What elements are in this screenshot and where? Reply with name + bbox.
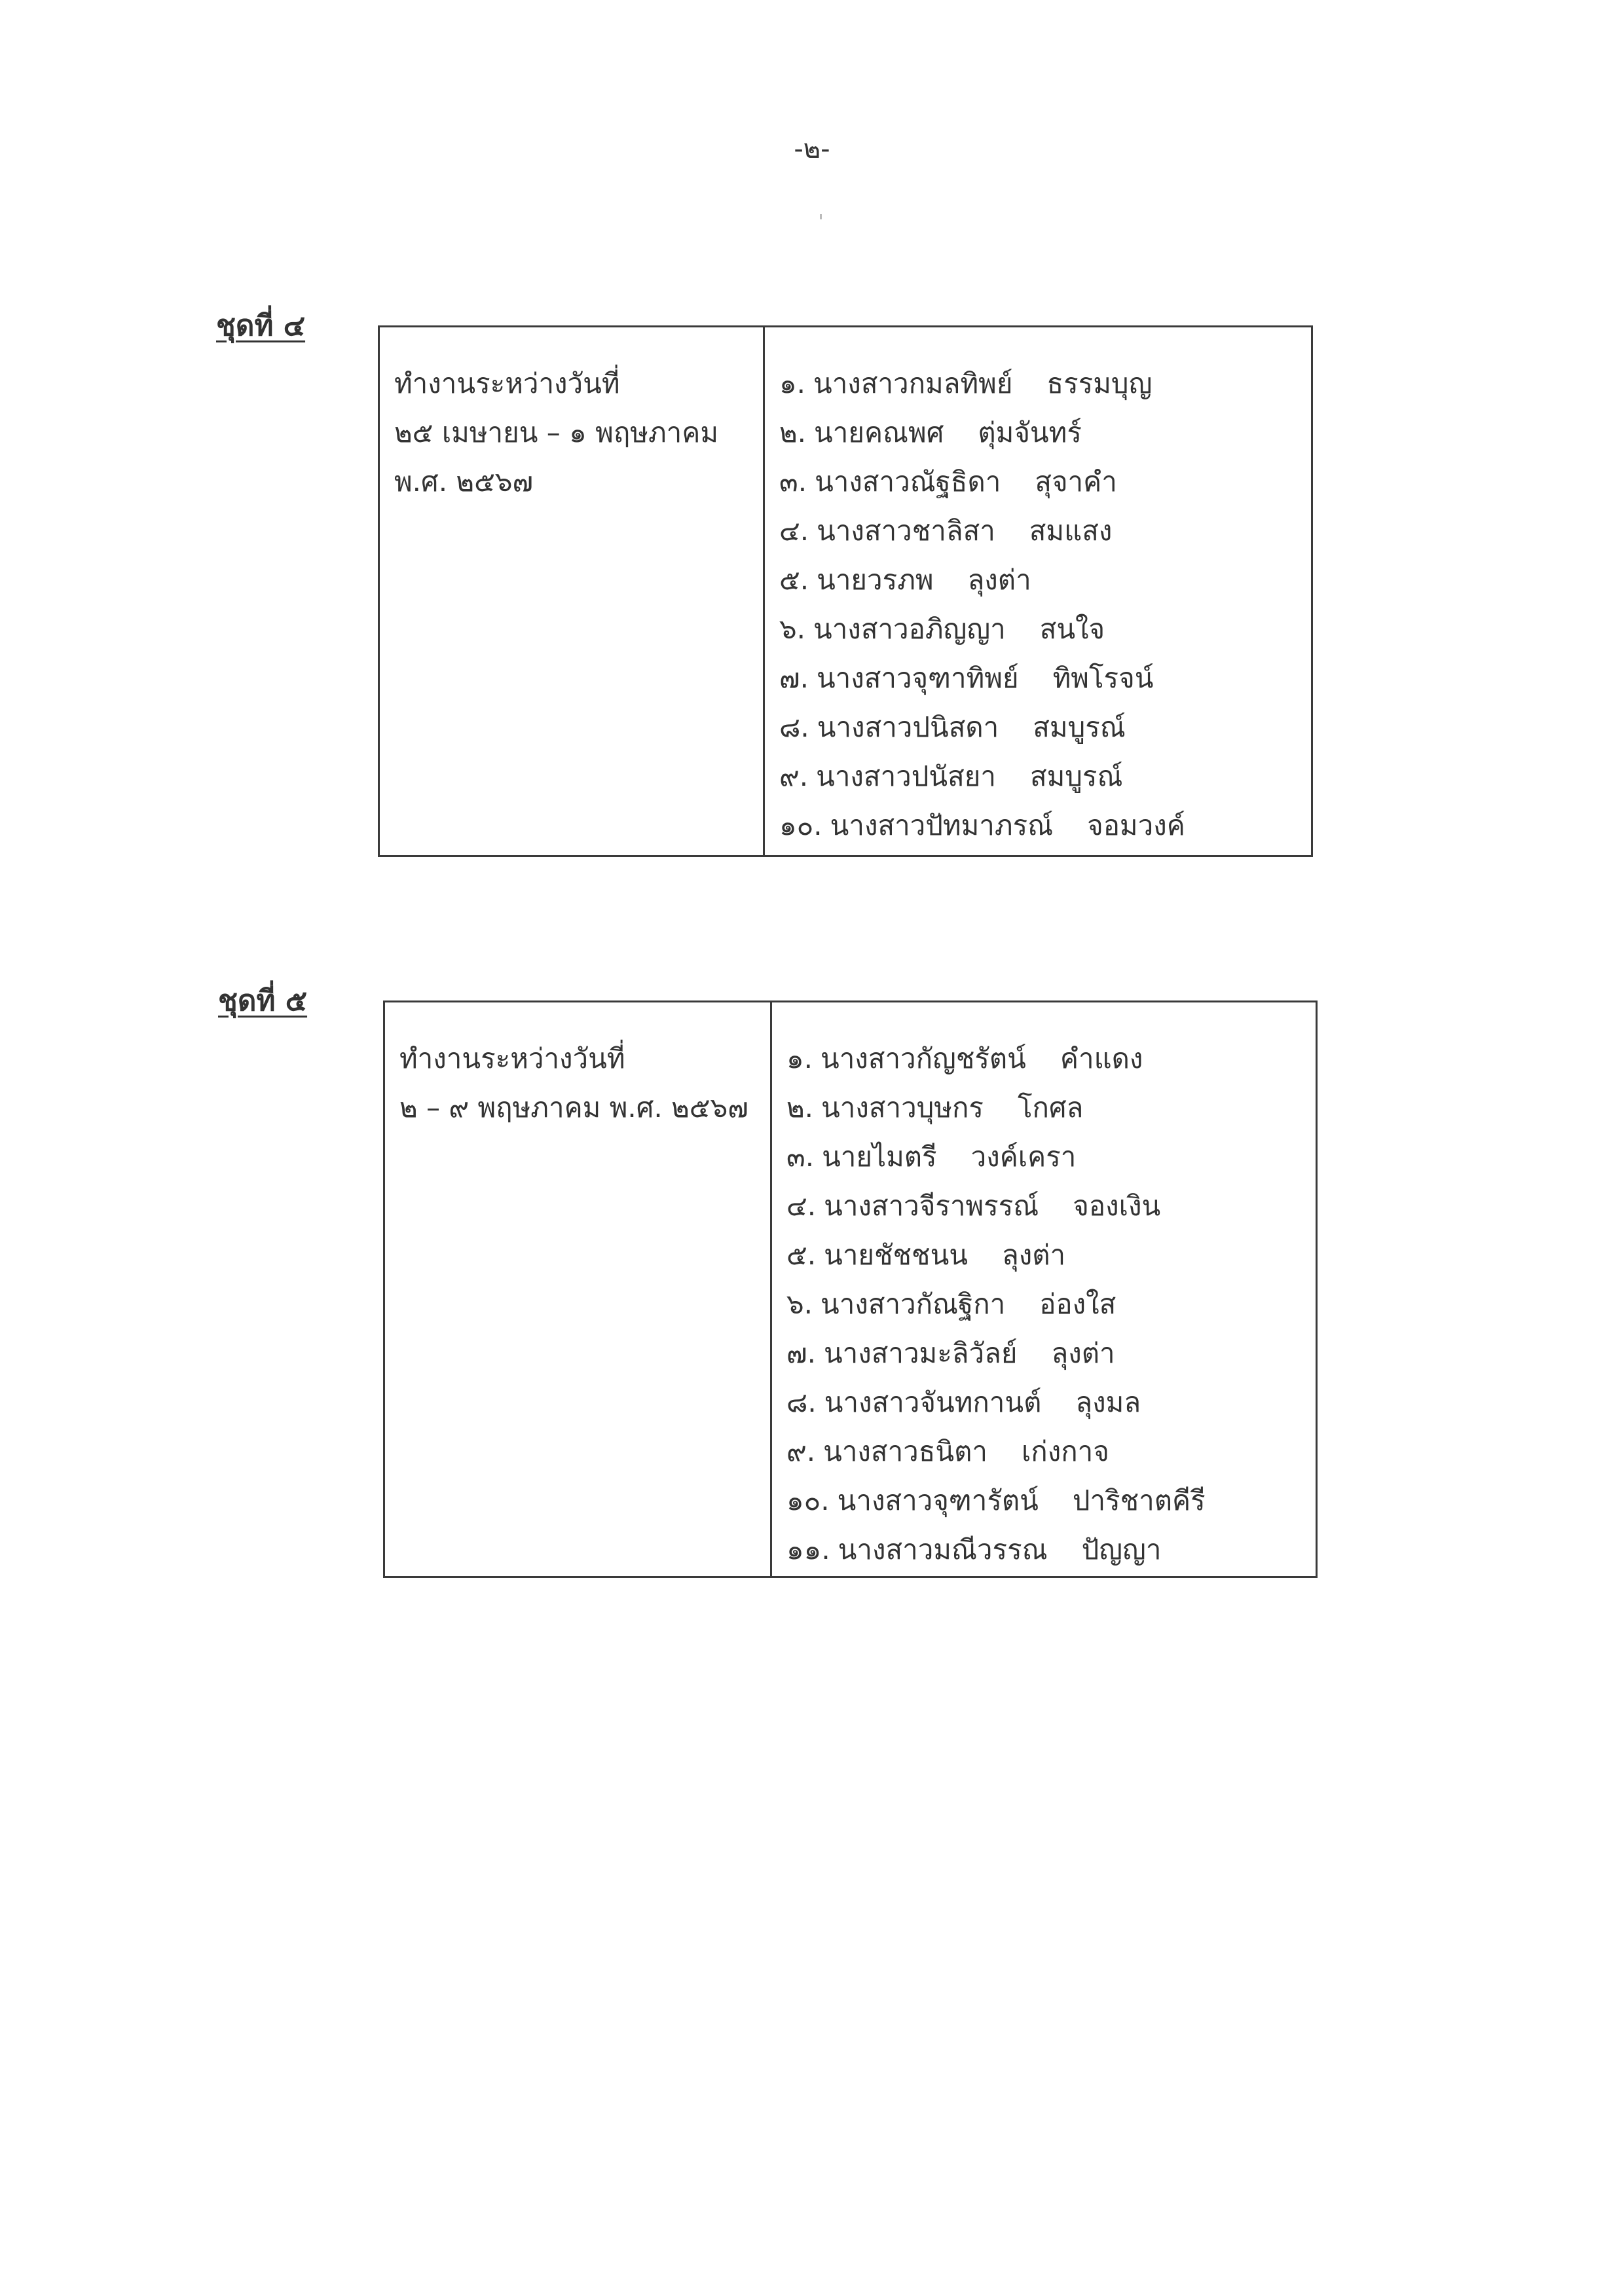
member-list-cell [772,1002,1316,1576]
member-last-name: ลุงต่า [1001,1239,1066,1271]
work-period-line: ๒๕ เมษายน – ๑ พฤษภาคม [394,416,719,449]
member-first-name: นางสาวธนิตา [823,1435,987,1467]
member-number: ๓. [786,1141,815,1173]
member-first-name: นายไมตรี [822,1141,937,1173]
member-first-name: นางสาวปนิสดา [817,711,999,743]
member-first-name: นางสาวปัทมาภรณ์ [830,809,1054,841]
member-row [786,1476,1316,1525]
schedule-table-set-5 [383,1001,1318,1578]
schedule-table-set-4 [378,325,1313,857]
work-period-line: ทำงานระหว่างวันที่ [399,1042,625,1074]
member-last-name: ปาริชาตคีรี [1072,1484,1206,1516]
set-heading-4: ชุดที่ ๔ [216,309,306,342]
member-last-name: โกศล [1018,1092,1084,1124]
member-number: ๑๑. [786,1533,830,1566]
member-first-name: นายคณพศ [814,416,944,449]
member-last-name: เก่งกาจ [1021,1435,1109,1467]
member-row [779,359,1311,408]
member-number: ๒. [779,416,807,449]
work-period-line: พ.ศ. ๒๕๖๗ [394,466,534,498]
work-period-cell [385,1002,772,1576]
member-first-name: นายชัชชนน [824,1239,968,1271]
member-number: ๘. [779,711,809,743]
member-row [779,555,1311,604]
member-number: ๗. [779,662,809,694]
member-number: ๕. [779,564,809,596]
member-row [779,506,1311,555]
member-number: ๓. [779,466,807,498]
member-last-name: ธรรมบุญ [1046,367,1153,399]
member-first-name: นางสาวจันทกานต์ [824,1386,1042,1418]
member-first-name: นางสาวมะลิวัลย์ [823,1337,1018,1369]
member-number: ๖. [779,613,806,645]
member-row [779,801,1311,850]
member-row [786,1034,1316,1083]
member-last-name: จอมวงค์ [1087,809,1185,841]
member-first-name: นางสาวชาลิสา [817,515,995,547]
member-last-name: คำแดง [1060,1042,1143,1074]
member-row [779,703,1311,752]
member-number: ๒. [786,1092,814,1124]
member-last-name: สมบูรณ์ [1033,711,1126,743]
member-number: ๘. [786,1386,817,1418]
member-row [786,1329,1316,1378]
member-row [779,653,1311,703]
member-row [786,1230,1316,1279]
member-number: ๑. [779,367,806,399]
member-row [779,752,1311,801]
set-heading-5: ชุดที่ ๕ [218,984,308,1018]
member-last-name: สมแสง [1029,515,1113,547]
member-first-name: นางสาวปนัสยา [816,760,996,792]
member-last-name: วงค์เครา [970,1141,1077,1173]
member-row [786,1132,1316,1181]
member-number: ๕. [786,1239,817,1271]
member-number: ๙. [786,1435,816,1467]
work-period-line: ทำงานระหว่างวันที่ [394,367,620,399]
member-last-name: สมบูรณ์ [1029,760,1123,792]
work-period-line: ๒ – ๙ พฤษภาคม พ.ศ. ๒๕๖๗ [399,1092,748,1124]
member-number: ๙. [779,760,809,792]
member-first-name: นางสาวอภิญญา [813,613,1006,645]
member-row [786,1181,1316,1230]
member-row [779,604,1311,653]
member-first-name: นางสาวจุฑาทิพย์ [816,662,1019,694]
member-last-name: จองเงิน [1073,1190,1161,1222]
member-first-name: นายวรภพ [817,564,934,596]
member-row [786,1525,1316,1574]
member-number: ๑๐. [779,809,822,841]
member-last-name: ลุงต่า [1051,1337,1115,1369]
member-row [786,1083,1316,1132]
member-first-name: นางสาวณัฐธิดา [815,466,1001,498]
member-last-name: ลุงต่า [967,564,1031,596]
member-first-name: นางสาวกมลทิพย์ [813,367,1013,399]
member-last-name: ปัญญา [1081,1533,1162,1566]
member-number: ๖. [786,1288,813,1320]
member-number: ๑. [786,1042,813,1074]
member-first-name: นางสาวกัญชรัตน์ [821,1042,1026,1074]
page-number: -๒- [794,134,830,164]
member-row [786,1378,1316,1427]
member-first-name: นางสาวจุฑารัตน์ [837,1484,1039,1516]
member-first-name: นางสาวบุษกร [821,1092,984,1124]
member-row [779,457,1311,506]
member-last-name: ลุงมล [1075,1386,1141,1418]
member-row [786,1279,1316,1329]
member-last-name: สุจาคำ [1035,466,1117,498]
member-row [779,408,1311,457]
work-period-cell [380,327,765,855]
member-row [786,1427,1316,1476]
scan-speck [820,214,822,219]
member-last-name: ตุ่มจันทร์ [978,416,1082,449]
member-number: ๑๐. [786,1484,830,1516]
member-first-name: นางสาวมณีวรรณ [838,1533,1048,1566]
member-first-name: นางสาวจีราพรรณ์ [824,1190,1039,1222]
member-number: ๔. [786,1190,817,1222]
member-last-name: สนใจ [1039,613,1105,645]
member-last-name: ทิพโรจน์ [1052,662,1154,694]
member-last-name: อ่องใส [1039,1288,1116,1320]
member-first-name: นางสาวกัณฐิกา [821,1288,1006,1320]
member-number: ๗. [786,1337,816,1369]
member-number: ๔. [779,515,809,547]
member-list-cell [765,327,1311,855]
